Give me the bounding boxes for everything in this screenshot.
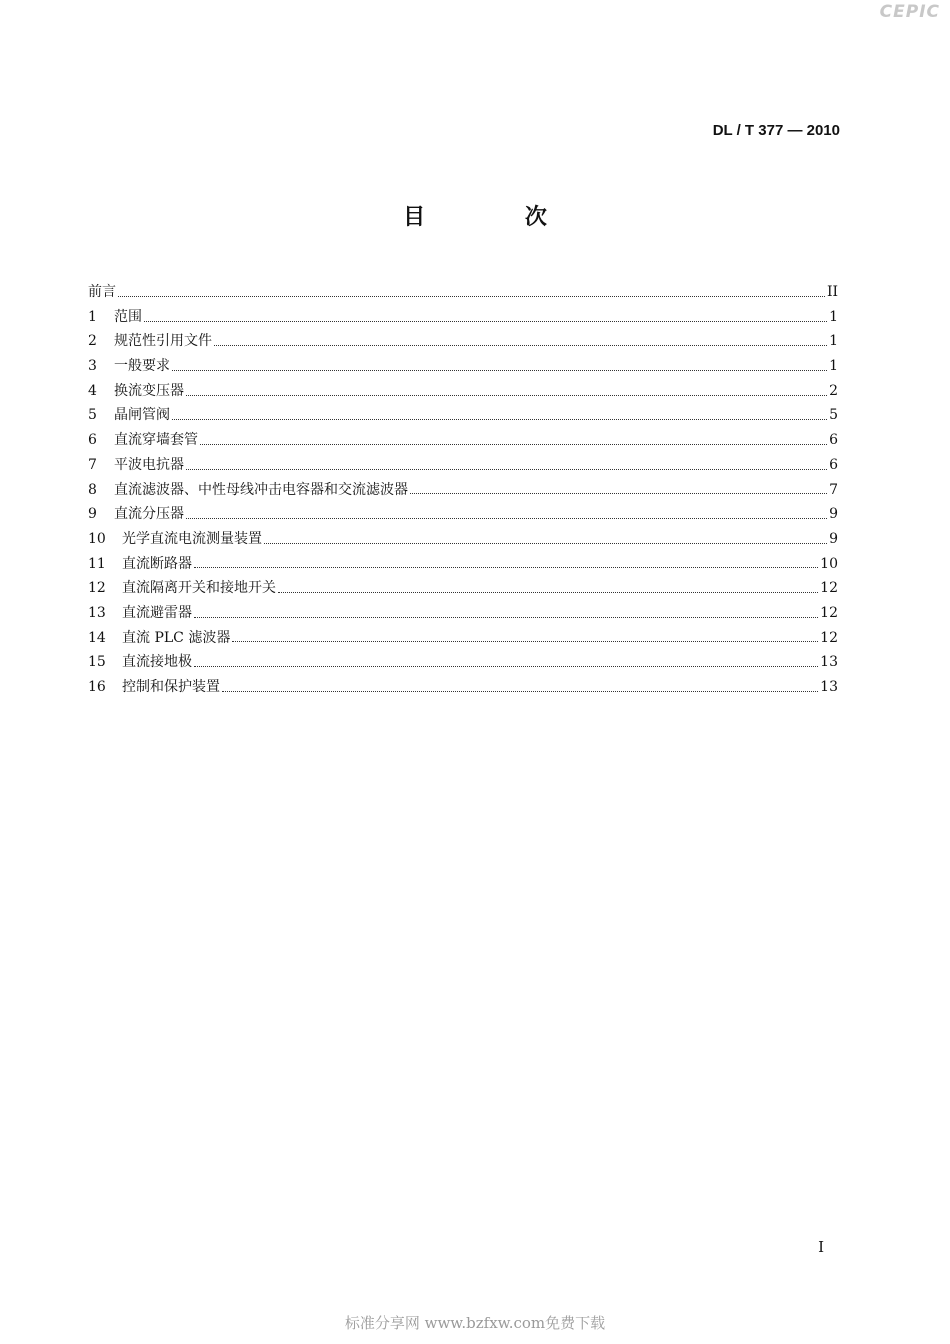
toc-entry-number: 8 xyxy=(88,481,97,498)
toc-entry-page: 6 xyxy=(829,432,838,449)
toc-entry[interactable] xyxy=(88,650,838,675)
toc-entry[interactable] xyxy=(88,527,838,552)
page-number: I xyxy=(818,1238,824,1256)
toc-entry-page: 1 xyxy=(829,308,838,325)
toc-entry-page: 7 xyxy=(829,481,838,498)
toc-entry-number: 2 xyxy=(88,333,97,350)
toc-entry-title: 换流变压器 xyxy=(114,382,184,399)
toc-entry-page: 2 xyxy=(829,382,838,399)
toc-entry-number: 5 xyxy=(88,407,97,424)
toc-entry[interactable] xyxy=(88,626,838,651)
toc-entry[interactable] xyxy=(88,576,838,601)
toc-entry-number: 12 xyxy=(88,580,106,597)
toc-entry-number: 16 xyxy=(88,679,106,695)
toc-entry-number: 15 xyxy=(88,654,106,671)
toc-entry-title: 前言 xyxy=(88,284,116,300)
toc-entry-title: 直流分压器 xyxy=(114,506,184,523)
toc-entry[interactable] xyxy=(88,601,838,626)
toc-leader-dots xyxy=(194,567,818,568)
toc-entry-title: 平波电抗器 xyxy=(114,456,184,473)
toc-leader-dots xyxy=(222,691,818,692)
toc-entry[interactable] xyxy=(88,305,838,330)
toc-entry[interactable] xyxy=(88,453,838,478)
toc-entry-number: 10 xyxy=(88,530,106,547)
cepic-logo: CEPIC xyxy=(879,2,940,22)
toc-entry-page: 12 xyxy=(820,604,838,621)
toc-entry[interactable] xyxy=(88,329,838,354)
toc-entry-page: 13 xyxy=(820,654,838,671)
toc-entry-number: 9 xyxy=(88,506,97,523)
toc-entry-title: 直流隔离开关和接地开关 xyxy=(122,580,276,597)
toc-entry-number: 7 xyxy=(88,456,97,473)
toc-leader-dots xyxy=(214,345,827,346)
toc-entry[interactable] xyxy=(88,428,838,453)
toc-entry-title: 一般要求 xyxy=(114,358,170,375)
toc-entry-number: 3 xyxy=(88,358,97,375)
toc-entry-page: II xyxy=(826,284,838,300)
toc-entry-number: 1 xyxy=(88,308,97,325)
toc-entry-page: 1 xyxy=(829,358,838,375)
toc-leader-dots xyxy=(186,518,827,519)
toc-entry-title: 规范性引用文件 xyxy=(114,333,212,350)
toc-entry-title: 直流 PLC 滤波器 xyxy=(122,629,231,646)
toc-entry-page: 6 xyxy=(829,456,838,473)
toc-entry-title: 直流穿墙套管 xyxy=(114,432,198,449)
toc-entry-page: 10 xyxy=(820,555,838,572)
toc-leader-dots xyxy=(410,493,827,494)
toc-entry-title: 范围 xyxy=(114,308,142,325)
toc-entry-number: 6 xyxy=(88,432,97,449)
toc-entry-page: 1 xyxy=(829,333,838,350)
toc-leader-dots xyxy=(186,469,827,470)
toc-entry-title: 晶闸管阀 xyxy=(114,407,170,424)
toc-entry[interactable] xyxy=(88,280,838,305)
toc-entry-number: 13 xyxy=(88,604,106,621)
toc-entry-number: 4 xyxy=(88,382,97,399)
standard-code: DL / T 377 — 2010 xyxy=(712,122,840,139)
toc-entry-title: 控制和保护装置 xyxy=(122,679,220,695)
toc-entry[interactable] xyxy=(88,675,838,700)
toc-entry-number: 14 xyxy=(88,629,106,646)
page-title: 目 次 xyxy=(403,205,593,230)
toc-entry-page: 5 xyxy=(829,407,838,424)
toc-entry[interactable] xyxy=(88,502,838,527)
table-of-contents xyxy=(88,280,838,700)
toc-entry-title: 直流避雷器 xyxy=(122,604,192,621)
toc-entry-page: 9 xyxy=(829,506,838,523)
toc-entry[interactable] xyxy=(88,552,838,577)
toc-leader-dots xyxy=(194,666,818,667)
toc-entry-title: 光学直流电流测量装置 xyxy=(122,530,262,547)
toc-leader-dots xyxy=(172,370,827,371)
toc-leader-dots xyxy=(186,395,827,396)
toc-leader-dots xyxy=(200,444,827,445)
toc-entry-page: 12 xyxy=(820,580,838,597)
watermark-footer: 标准分享网 www.bzfxw.com免费下载 xyxy=(344,1314,606,1332)
toc-entry-page: 12 xyxy=(820,629,838,646)
toc-entry[interactable] xyxy=(88,478,838,503)
toc-leader-dots xyxy=(144,321,827,322)
toc-entry[interactable] xyxy=(88,354,838,379)
toc-leader-dots xyxy=(232,641,818,642)
toc-entry-title: 直流断路器 xyxy=(122,555,192,572)
toc-entry-page: 9 xyxy=(829,530,838,547)
toc-entry-page: 13 xyxy=(820,679,838,695)
toc-leader-dots xyxy=(194,617,818,618)
toc-entry-number: 11 xyxy=(88,555,106,572)
toc-entry-title: 直流接地极 xyxy=(122,654,192,671)
toc-leader-dots xyxy=(118,296,825,297)
toc-entry[interactable] xyxy=(88,379,838,404)
toc-leader-dots xyxy=(172,419,827,420)
toc-leader-dots xyxy=(278,592,818,593)
toc-entry-title: 直流滤波器、中性母线冲击电容器和交流滤波器 xyxy=(114,481,408,498)
toc-leader-dots xyxy=(264,543,827,544)
toc-entry[interactable] xyxy=(88,403,838,428)
